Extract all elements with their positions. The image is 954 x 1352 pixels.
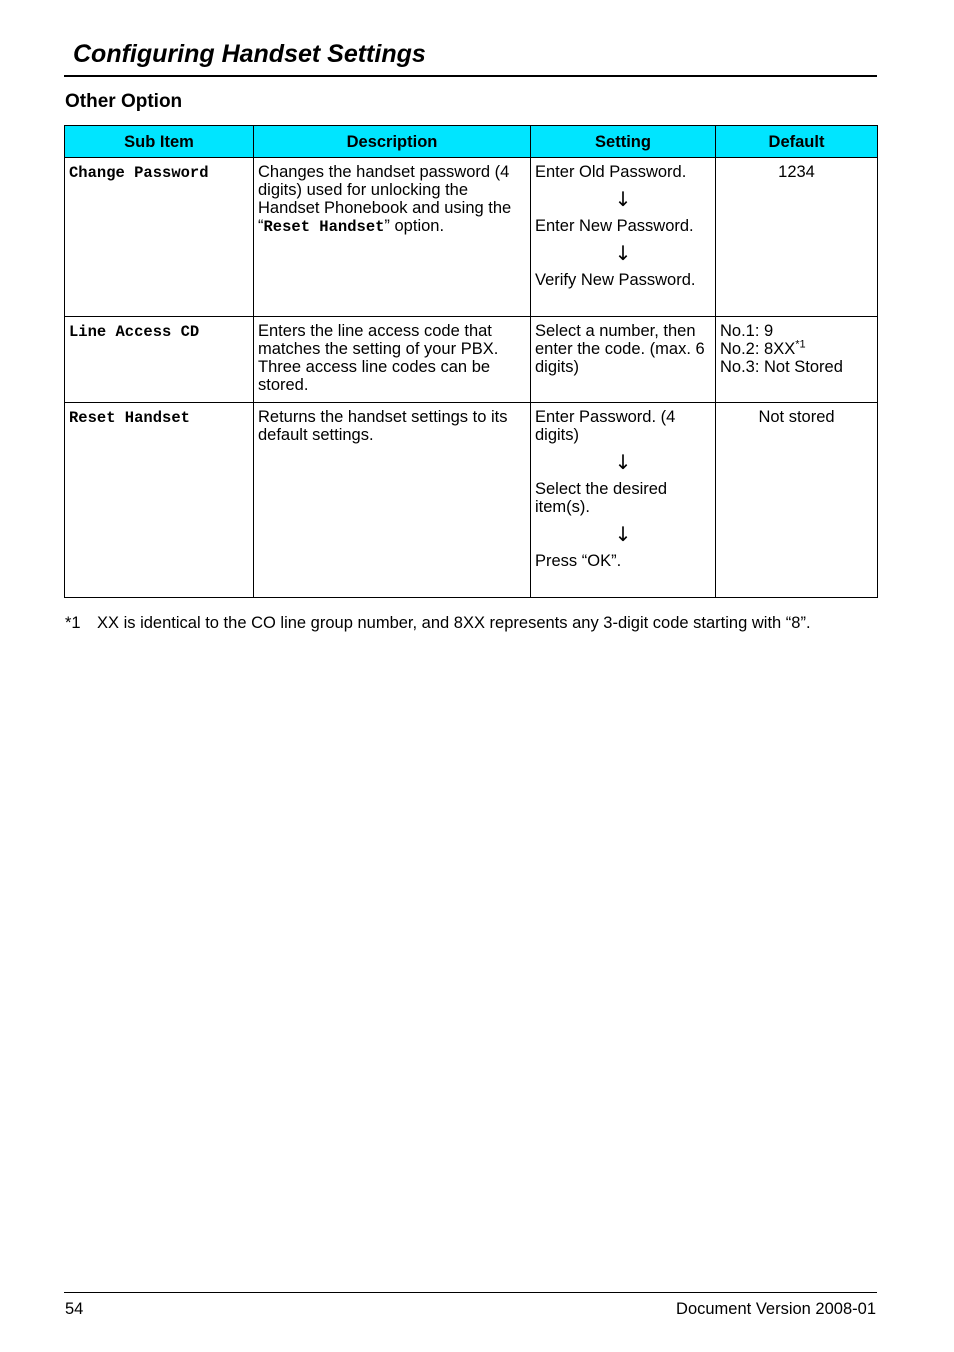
setting-cell xyxy=(531,158,716,317)
arrow-down-icon: ↓ xyxy=(614,450,632,474)
sub-item-cell xyxy=(65,317,254,403)
setting-step: Verify New Password. xyxy=(535,271,696,289)
setting-step: Press “OK”. xyxy=(535,552,622,570)
footnote-ref: *1 xyxy=(795,338,806,351)
description-cell xyxy=(254,158,531,317)
description-text-end: ” option. xyxy=(384,217,445,235)
column-header-sub-item: Sub Item xyxy=(65,126,254,158)
sub-item-name: Reset Handset xyxy=(69,409,190,427)
default-cell xyxy=(716,317,878,403)
description-cell: Enters the line access code that matches the setting of your PBX. Three access line codes can be stored. xyxy=(254,317,531,403)
arrow-down-icon: ↓ xyxy=(614,522,632,546)
footnote-mark: *1 xyxy=(65,614,81,632)
section-title: Other Option xyxy=(65,91,183,112)
description-cell: Returns the handset settings to its default settings. xyxy=(254,403,531,598)
default-line: No.1: 9 xyxy=(720,322,774,340)
setting-step: Enter New Password. xyxy=(535,217,694,235)
default-cell: 1234 xyxy=(716,158,878,317)
options-table xyxy=(64,125,878,598)
sub-item-name: Change Password xyxy=(69,164,209,182)
setting-step: Enter Old Password. xyxy=(535,163,687,181)
setting-cell: Select a number, then enter the code. (max. 6 digits) xyxy=(531,317,716,403)
arrow-down-icon: ↓ xyxy=(614,241,632,265)
table-header-row xyxy=(65,126,878,158)
footnote xyxy=(65,614,811,633)
table-row xyxy=(65,403,878,598)
setting-step: Select the desired item(s). xyxy=(535,480,668,516)
setting-cell xyxy=(531,403,716,598)
page-number: 54 xyxy=(65,1300,84,1318)
footer-divider xyxy=(64,1292,877,1293)
column-header-default: Default xyxy=(716,126,878,158)
description-text: Changes the handset password (4 digits) used for unlocking the Handset Phonebook and using the “ xyxy=(258,163,512,235)
sub-item-name: Line Access CD xyxy=(69,323,200,341)
default-line: No.3: Not Stored xyxy=(720,358,843,376)
default-line-text: No.2: 8XX xyxy=(720,340,796,358)
description-code: Reset Handset xyxy=(263,218,385,236)
sub-item-cell xyxy=(65,158,254,317)
arrow-down-icon: ↓ xyxy=(614,187,632,211)
column-header-description: Description xyxy=(254,126,531,158)
table-row xyxy=(65,158,878,317)
column-header-setting: Setting xyxy=(531,126,716,158)
default-cell: Not stored xyxy=(716,403,878,598)
footnote-text: XX is identical to the CO line group number, and 8XX represents any 3-digit code starting with “8”. xyxy=(97,614,811,632)
default-line xyxy=(720,340,873,358)
document-version: Document Version 2008-01 xyxy=(676,1300,876,1318)
table-row xyxy=(65,317,878,403)
setting-step: Enter Password. (4 digits) xyxy=(535,408,676,444)
sub-item-cell xyxy=(65,403,254,598)
title-divider xyxy=(64,75,877,77)
page-title: Configuring Handset Settings xyxy=(73,40,426,68)
